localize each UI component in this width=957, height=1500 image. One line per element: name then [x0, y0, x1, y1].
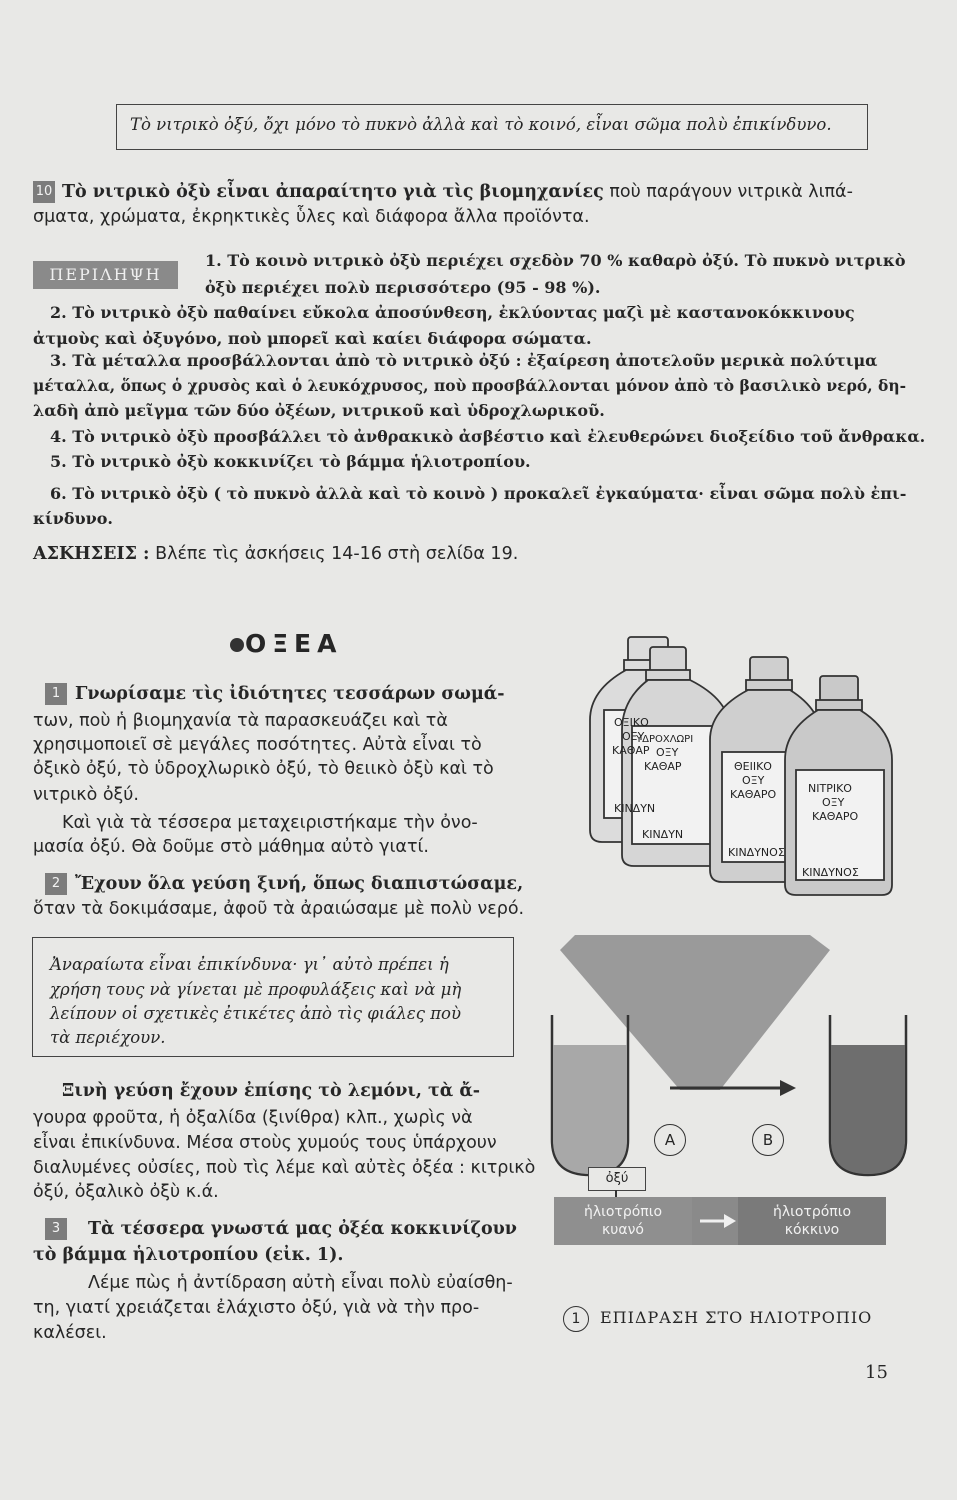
summary-line: μέταλλα, ὅπως ὁ χρυσὸς καὶ ὁ λευκόχρυσος, ποὺ προσβάλλονται μόνον ἀπὸ τὸ βασιλικὸ νερό, δη-: [33, 376, 907, 395]
litmus-blue-line: ἡλιοτρόπιο: [583, 1204, 663, 1220]
paragraph-line: Ἔχουν ὅλα γεύση ξινή, ὅπως διαπιστώσαμε,: [75, 874, 524, 894]
paragraph-line: νιτρικὸ ὀξύ.: [33, 785, 139, 805]
summary-line: 6. Τὸ νιτρικὸ ὀξὺ ( τὸ πυκνὸ ἀλλὰ καὶ τὸ κοινὸ ) προκαλεῖ ἐγκαύματα· εἶναι σῶμα πολὺ ἐπι-: [50, 484, 907, 503]
bottle-label-line: ΟΞΥ: [622, 730, 645, 743]
paragraph-line: τὸ βάμμα ἡλιοτροπίου (εἰκ. 1).: [33, 1245, 344, 1265]
summary-line: κίνδυνο.: [33, 509, 113, 528]
paragraph-line: Γνωρίσαμε τὶς ἰδιότητες τεσσάρων σωμά-: [75, 684, 505, 704]
paragraph-line: των, ποὺ ἡ βιομηχανία τὰ παρασκευάζει καὶ τὰ: [33, 711, 448, 731]
bottle-label-line: ΟΞΥ: [822, 796, 845, 809]
paragraph-line: ὀξύ, ὀξαλικὸ ὀξὺ κ.ά.: [33, 1182, 219, 1202]
bottle-label-line: ΚΙΝΔΥΝ: [614, 802, 656, 815]
item-number-badge: 10: [33, 181, 55, 203]
bottle-label-line: ΟΞΥ: [656, 746, 679, 759]
summary-line: λαδὴ ἀπὸ μεῖγμα τῶν δύο ὀξέων, νιτρικοῦ καὶ ὑδροχλωρικοῦ.: [33, 401, 605, 420]
exercises-line: [33, 543, 518, 565]
paragraph-line: Τὰ τέσσερα γνωστά μας ὀξέα κοκκινίζουν: [88, 1219, 517, 1239]
bottle-label-line: ΟΞΥ: [742, 774, 765, 787]
paragraph-line: διαλυμένες οὐσίες, ποὺ τὶς λέμε καὶ αὐτὲς ὀξέα : κιτρικὸ: [33, 1158, 536, 1178]
bottle-label-line: ΚΑΘΑΡ: [612, 744, 650, 757]
litmus-blue-line: κυανό: [602, 1222, 644, 1238]
paragraph-line: εἶναι ἐπικίνδυνα. Μέσα στοὺς χυμούς τους ὑπάρχουν: [33, 1133, 497, 1153]
summary-line: 5. Τὸ νιτρικὸ ὀξὺ κοκκινίζει τὸ βάμμα ἡλιοτροπίου.: [50, 452, 531, 471]
tube-a-label: A: [654, 1124, 686, 1156]
exercises-label: ΑΣΚΗΣΕΙΣ :: [33, 544, 150, 564]
paragraph-line: ὅταν τὰ δοκιμάσαμε, ἀφοῦ τὰ ἀραιώσαμε μὲ πολὺ νερό.: [33, 899, 525, 919]
summary-line: 3. Τὰ μέταλλα προσβάλλονται ἀπὸ τὸ νιτρικὸ ὀξύ : ἐξαίρεση ἀποτελοῦν μερικὰ πολύτιμα: [50, 351, 878, 370]
tube-b-liquid: [831, 1045, 905, 1174]
emphasis-text: Τὸ νιτρικὸ ὀξὺ εἶναι ἀπαραίτητο γιὰ τὶς βιομηχανίες: [62, 182, 604, 202]
bottle-label-line: ΚΑΘΑΡ: [644, 760, 682, 773]
bullet-icon: [230, 638, 244, 652]
bottle-label-line: ΝΙΤΡΙΚΟ: [808, 782, 852, 795]
item-number-badge: 3: [45, 1218, 67, 1240]
paragraph-line: χρησιμοποιεῖ σὲ μεγάλες ποσότητες. Αὐτὰ εἶναι τὸ: [33, 735, 482, 755]
summary-line: 4. Τὸ νιτρικὸ ὀξὺ προσβάλλει τὸ ἀνθρακικὸ ἀσβέστιο καὶ ἐλευθερώνει διοξείδιο τοῦ ἄνθρακα.: [50, 427, 926, 446]
arrowhead-icon: [780, 1080, 796, 1096]
caution-line: λείπουν οἱ σχετικὲς ἐτικέτες ἀπὸ τὶς φιάλες ποὺ: [50, 1004, 462, 1023]
figure-caption: ΕΠΙΔΡΑΣΗ ΣΤΟ ΗΛΙΟΤΡΟΠΙΟ: [600, 1308, 873, 1327]
caution-line: Ἀναραίωτα εἶναι ἐπικίνδυνα· γι᾿ αὐτὸ πρέπει ἡ: [50, 955, 449, 974]
bottle-label-line: ΚΑΘΑΡΟ: [730, 788, 777, 801]
paragraph-line: καλέσει.: [33, 1323, 107, 1343]
summary-line: 1. Τὸ κοινὸ νιτρικὸ ὀξὺ περιέχει σχεδὸν 70 % καθαρὸ ὀξύ. Τὸ πυκνὸ νιτρικὸ: [205, 251, 906, 270]
bottle-label-line: ΥΔΡΟΧΛΩΡΙ: [636, 734, 694, 745]
warning-text: Τὸ νιτρικὸ ὀξύ, ὄχι μόνο τὸ πυκνὸ ἀλλὰ καὶ τὸ κοινό, εἶναι σῶμα πολὺ ἐπικίνδυνο.: [130, 115, 832, 134]
bottle-label-line: ΚΙΝΔΥΝΟΣ: [802, 866, 859, 879]
page-number: 15: [865, 1362, 888, 1383]
caution-line: χρήση τους νὰ γίνεται μὲ προφυλάξεις καὶ νὰ μὴ: [50, 980, 462, 999]
summary-line: ὀξὺ περιέχει πολὺ περισσότερο (95 - 98 %).: [205, 278, 601, 297]
paragraph-line: Καὶ γιὰ τὰ τέσσερα μεταχειριστήκαμε τὴν ὀνο-: [62, 813, 478, 833]
litmus-red-line: ἡλιοτρόπιο: [772, 1204, 852, 1220]
paragraph-line: ὀξικὸ ὀξύ, τὸ ὑδροχλωρικὸ ὀξύ, τὸ θειικὸ ὀξὺ καὶ τὸ: [33, 759, 494, 779]
bottle-label-line: ΘΕΙΙΚΟ: [734, 760, 772, 773]
figure-number: 1: [563, 1306, 589, 1332]
litmus-red-label: [738, 1197, 886, 1245]
body-text: ποὺ παράγουν νιτρικὰ λιπά-: [603, 182, 853, 202]
section-title: ΟΞΕΑ: [245, 629, 343, 658]
tube-a-liquid: [553, 1045, 627, 1174]
paragraph-line: γουρα φροῦτα, ἡ ὀξαλίδα (ξινίθρα) κλπ., χωρὶς νὰ: [33, 1108, 473, 1128]
paragraph-line: Λέμε πὼς ἡ ἀντίδραση αὐτὴ εἶναι πολὺ εὐαίσθη-: [88, 1273, 513, 1293]
paragraph-line: σματα, χρώματα, ἐκρηκτικὲς ὗλες καὶ διάφορα ἄλλα προϊόντα.: [33, 207, 590, 227]
bottle-label-line: ΚΑΘΑΡΟ: [812, 810, 859, 823]
litmus-red-line: κόκκινο: [784, 1222, 840, 1238]
acid-tag: ὀξύ: [588, 1167, 646, 1191]
litmus-blue-label: [554, 1197, 692, 1245]
summary-badge: ΠΕΡΙΛΗΨΗ: [33, 261, 178, 289]
bottle-label-line: ΟΞΙΚΟ: [614, 716, 649, 729]
tube-b-label: B: [752, 1124, 784, 1156]
paragraph-line: [62, 181, 853, 203]
item-number-badge: 2: [45, 873, 67, 895]
item-number-badge: 1: [45, 683, 67, 705]
arrow-right-icon: [700, 1212, 736, 1230]
figure-illustration: [530, 620, 930, 1200]
paragraph-line: Ξινὴ γεύση ἔχουν ἐπίσης τὸ λεμόνι, τὰ ἄ-: [62, 1081, 481, 1101]
paragraph-line: τη, γιατί χρειάζεται ἐλάχιστο ὀξύ, γιὰ νὰ τὴν προ-: [33, 1298, 480, 1318]
caution-line: τὰ περιέχουν.: [50, 1028, 166, 1047]
bottle-label-line: ΚΙΝΔΥΝ: [642, 828, 684, 841]
exercises-text: Βλέπε τὶς ἀσκήσεις 14-16 στὴ σελίδα 19.: [149, 544, 519, 564]
paragraph-line: μασία ὀξύ. Θὰ δοῦμε στὸ μάθημα αὐτὸ γιατί.: [33, 837, 429, 857]
summary-line: 2. Τὸ νιτρικὸ ὀξὺ παθαίνει εὔκολα ἀποσύνθεση, ἐκλύοντας μαζὶ μὲ καστανοκόκκινους: [50, 303, 855, 322]
bottle-label-line: ΚΙΝΔΥΝΟΣ: [728, 846, 785, 859]
summary-line: ἀτμοὺς καὶ ὀξυγόνο, ποὺ μπορεῖ καὶ καίει διάφορα σώματα.: [33, 329, 592, 348]
